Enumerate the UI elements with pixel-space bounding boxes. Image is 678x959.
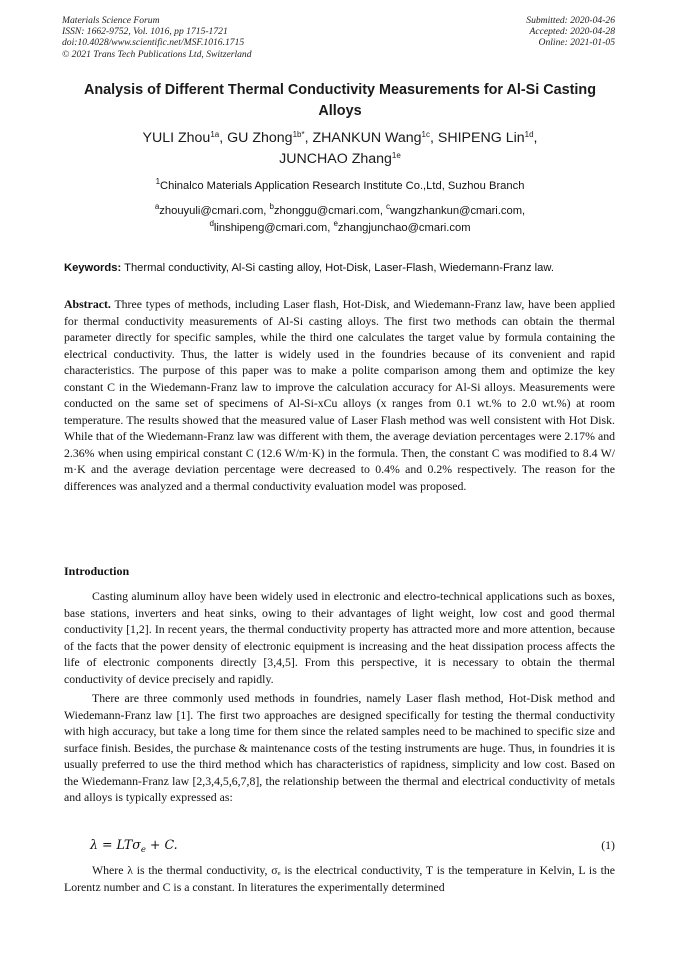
- email-list: $^a$zhouyuli@cmari.com, $^b$zhonggu@cmari.com, $^c$wangzhankun@cmari.com, $^d$linshipeng@cmari.com, $^e$zhangjunchao@cmari.com: [154, 202, 526, 234]
- email-address: wangzhankun@cmari.com: [390, 205, 523, 217]
- author-marker: 1c: [421, 130, 430, 139]
- affiliation: [64, 179, 616, 193]
- email-address: linshipeng@cmari.com: [213, 222, 328, 234]
- email-marker: c: [386, 202, 391, 211]
- online-date: Online: 2021-01-05: [538, 37, 615, 49]
- author-name: SHIPENG Lin: [437, 130, 525, 146]
- submission-dates: [526, 15, 615, 49]
- equation-1: [64, 836, 615, 854]
- keywords-text: Thermal conductivity, Al-Si casting alloy, Hot-Disk, Laser-Flash, Wiedemann-Franz law.: [124, 262, 554, 274]
- affiliation-marker: 1: [155, 177, 161, 186]
- intro-paragraph-1: Casting aluminum alloy have been widely used in electronic and electro-technical applications such as boxes, base stations, inverters and heat sinks, owing to their advantages of light weight, low cost and good thermal conductivity [1,2]. In recent years, the thermal conductivity property has attracted more and more attention, because of the facts that the power density of electronic equipment is increasing and the heat dissipation process affects the life of electronic components directly [3,4,5]. From this perspective, it is necessary to obtain the thermal conductivity of device precisely and rapidly.: [64, 589, 615, 686]
- author-name: JUNCHAO Zhang: [279, 151, 392, 167]
- keywords-label: Keywords:: [64, 262, 122, 274]
- email-marker: e: [333, 219, 338, 228]
- affiliation-text: Chinalco Materials Application Research Institute Co.,Ltd, Suzhou Branch: [160, 180, 525, 192]
- issn-line: ISSN: 1662-9752, Vol. 1016, pp 1715-1721: [62, 26, 228, 38]
- abstract-label: Abstract.: [64, 297, 111, 311]
- author-marker: 1b*: [292, 130, 305, 139]
- keywords: [64, 261, 616, 275]
- doi-line: doi:10.4028/www.scientific.net/MSF.1016.1715: [62, 37, 245, 49]
- introduction-heading: Introduction: [64, 564, 130, 578]
- equation-lhs: λ = LTσ: [90, 837, 141, 852]
- abstract-text: Three types of methods, including Laser flash, Hot-Disk, and Wiedemann-Franz law, have been applied for thermal conductivity measurements of Al-Si casting alloys. The first two methods can obtain the thermal parameter directly for specific samples, while the third one calculates the target value by formula containing the electrical conductivity. Thus, the latter is widely used in the foundries because of its convenient and rapid characteristics. The purpose of this paper was to make a polite comparison among them and optimize the key constant C in the Wiedemann-Franz law to improve the calculation accuracy for Al-Si alloys. Measurements were conducted on the same set of specimens of Al-Si-xCu alloys (x ranges from 0.1 wt.% to 2.0 wt.%) at room temperature. The results showed that the measured value of Laser Flash method was well consistent with Hot Disk. While that of the Wiedemann-Franz law was different with them, the average deviation percentages were 2.17% and 2.36% when using empirical constant C (12.6 W/m·K) in the formula. Then, the constant C was modified to 8.4 W/ m·K and the average deviation percentage were decreased to 0.4% and 0.2% respectively. The reason for the differences was analyzed and a thermal conductivity evaluation model was proposed.: [64, 297, 615, 493]
- email-marker: d: [209, 219, 214, 228]
- submitted-date: Submitted: 2020-04-26: [526, 15, 615, 26]
- intro-paragraph-2: There are three commonly used methods in foundries, namely Laser flash method, Hot-Disk method and Wiedemann-Franz law [1]. The first two approaches are designed specifically for testing the thermal conductivity with high accuracy, but take a long time for them since the related samples need to be machined to specific size and surface finish. Besides, the purchase & maintenance costs of the testing instruments are huge. Thus, in foundries it is usually preferred to use the third method which has characteristics of rapidness, simplicity and low cost. Based on the Wiedemann-Franz law [2,3,4,5,6,7,8], the relationship between the thermal and electrical conductivity of metals and alloys is typically expressed as:: [64, 691, 615, 804]
- author-name: YULI Zhou: [142, 130, 211, 146]
- email-address: zhouyuli@cmari.com: [159, 205, 264, 217]
- equation-rhs: + C.: [145, 837, 178, 852]
- journal-info: [62, 15, 252, 60]
- email-marker: a: [154, 202, 160, 211]
- equation-subscript: e: [140, 845, 146, 855]
- author-marker: 1e: [391, 151, 401, 160]
- abstract: [64, 296, 615, 494]
- author-name: ZHANKUN Wang: [312, 130, 422, 146]
- email-address: zhonggu@cmari.com: [273, 205, 380, 217]
- email-marker: b: [269, 202, 274, 211]
- author-marker: 1d: [524, 130, 534, 139]
- copyright-line: © 2021 Trans Tech Publications Ltd, Switzerland: [62, 48, 252, 60]
- email-address: zhangjunchao@cmari.com: [337, 222, 471, 234]
- paper-title: Analysis of Different Thermal Conductivity Measurements for Al-Si Casting Alloys: [83, 82, 597, 119]
- intro-paragraph-3: Where λ is the thermal conductivity, σₑ is the electrical conductivity, T is the temperature in Kelvin, L is the Lorentz number and C is a constant. In literatures the experimentally determined: [64, 863, 615, 894]
- author-marker: 1a: [210, 130, 220, 139]
- author-list: YULI Zhou$^{1a}$, GU Zhong$^{1b*}$, ZHANKUN Wang$^{1c}$, SHIPENG Lin$^{1d}$, JUNCHAO Zhang$^{1e}$: [142, 130, 538, 167]
- equation-formula: [90, 836, 178, 854]
- author-name: GU Zhong: [227, 130, 293, 146]
- equation-number: (1): [601, 838, 615, 852]
- accepted-date: Accepted: 2020-04-28: [529, 26, 615, 38]
- journal-name: Materials Science Forum: [62, 15, 160, 26]
